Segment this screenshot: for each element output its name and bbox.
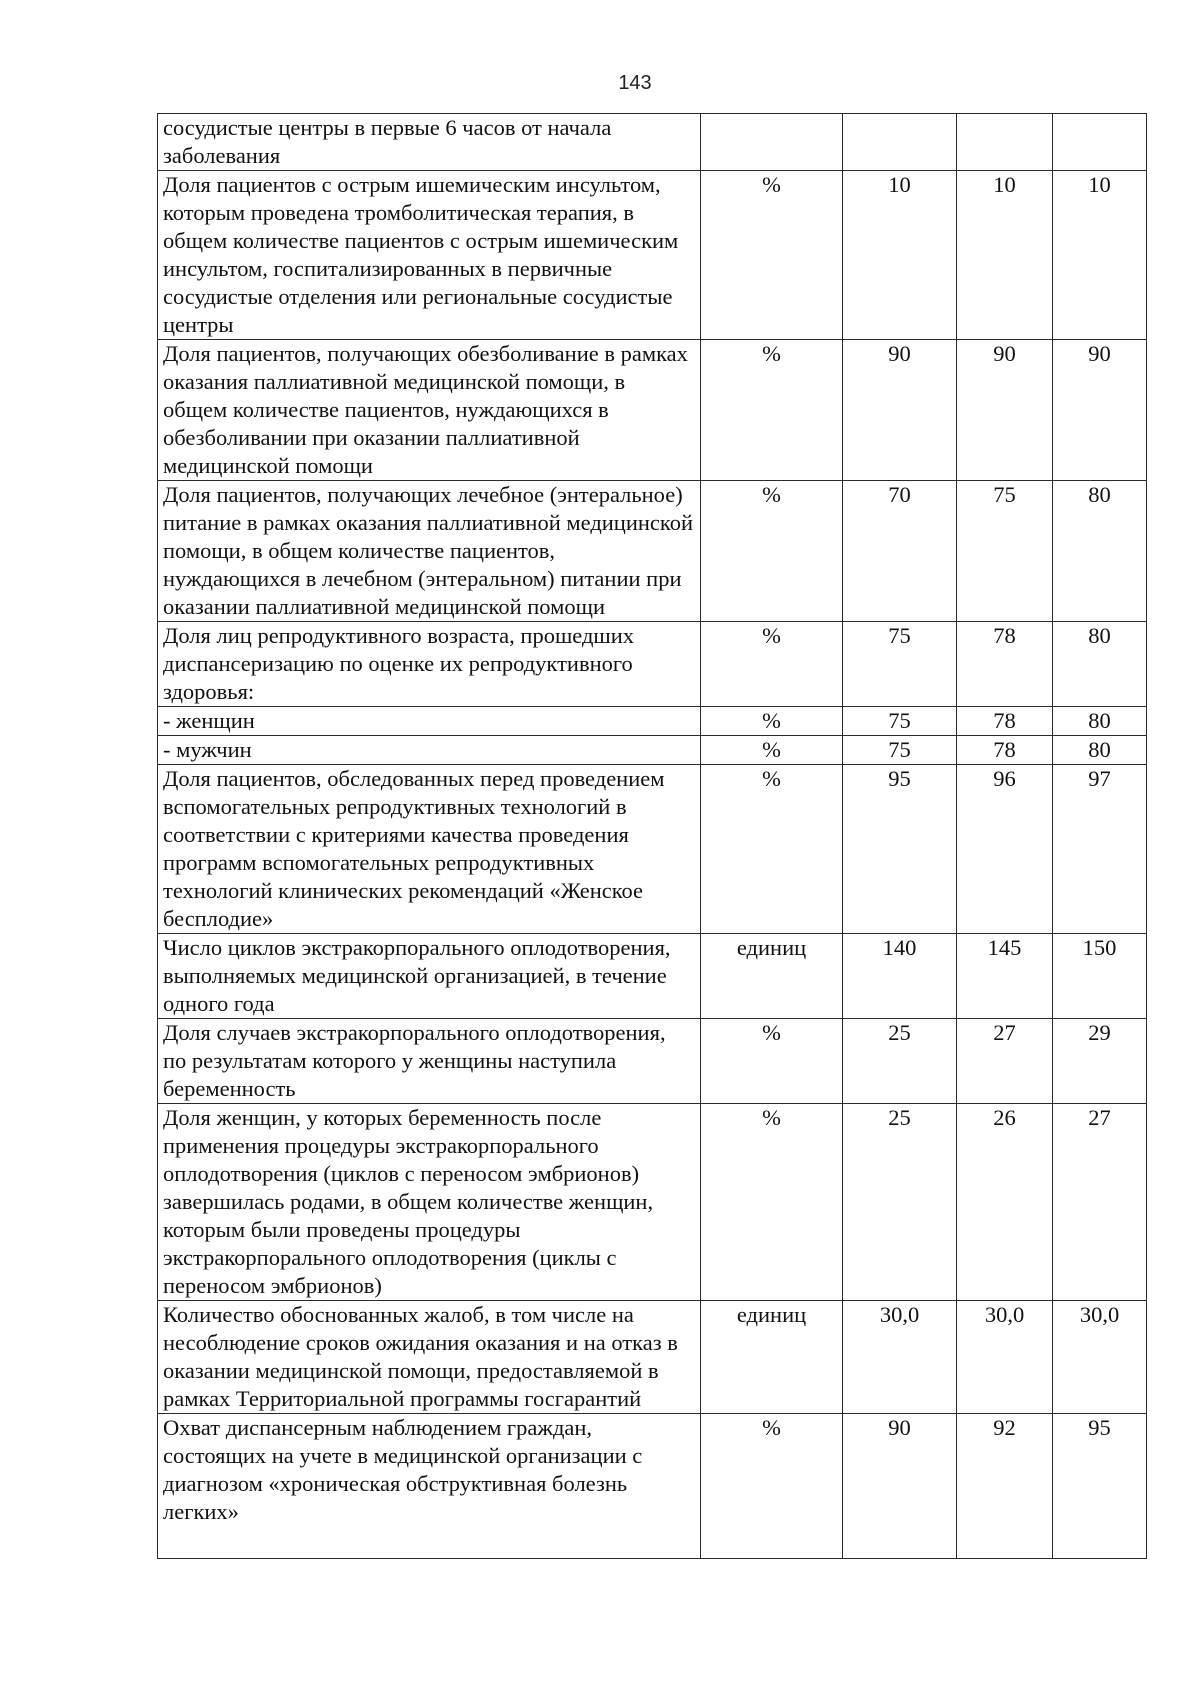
page-number: 143 (618, 72, 652, 94)
unit-cell: % (701, 1414, 843, 1559)
value-year-3-cell: 10 (1053, 171, 1147, 340)
table-row (158, 934, 1147, 1019)
table-row (158, 1104, 1147, 1301)
value-year-1-cell: 95 (843, 765, 957, 934)
indicator-cell: Количество обоснованных жалоб, в том числе на несоблюдение сроков ожидания оказания и на отказ в оказании медицинской помощи, предоставляемой в рамках Территориальной программы госгарантий (158, 1301, 701, 1414)
unit-cell: % (701, 707, 843, 736)
table-row (158, 340, 1147, 481)
indicator-cell: Доля пациентов с острым ишемическим инсультом, которым проведена тромболитическая терапия, в общем количестве пациентов с острым ишемическим инсультом, госпитализированных в первичные сосудистые отделения или региональные сосудистые центры (158, 171, 701, 340)
unit-cell (701, 114, 843, 171)
value-year-2-cell: 27 (957, 1019, 1053, 1104)
unit-cell: % (701, 736, 843, 765)
value-year-1-cell: 75 (843, 622, 957, 707)
table-body (158, 114, 1147, 1559)
value-year-1-cell: 75 (843, 707, 957, 736)
value-year-1-cell: 90 (843, 340, 957, 481)
indicator-cell: Доля пациентов, обследованных перед проведением вспомогательных репродуктивных технологий в соответствии с критериями качества проведения программ вспомогательных репродуктивных технологий клинических рекомендаций «Женское бесплодие» (158, 765, 701, 934)
value-year-1-cell: 30,0 (843, 1301, 957, 1414)
table-row (158, 114, 1147, 171)
value-year-3-cell: 95 (1053, 1414, 1147, 1559)
value-year-3-cell: 29 (1053, 1019, 1147, 1104)
table-row (158, 1414, 1147, 1559)
value-year-3-cell: 80 (1053, 481, 1147, 622)
value-year-3-cell: 30,0 (1053, 1301, 1147, 1414)
indicator-cell: Число циклов экстракорпорального оплодотворения, выполняемых медицинской организацией, в течение одного года (158, 934, 701, 1019)
unit-cell: % (701, 1104, 843, 1301)
value-year-1-cell: 25 (843, 1104, 957, 1301)
indicator-cell: Доля пациентов, получающих лечебное (энтеральное) питание в рамках оказания паллиативной медицинской помощи, в общем количестве пациентов, нуждающихся в лечебном (энтеральном) питании при оказании паллиативной медицинской помощи (158, 481, 701, 622)
unit-cell: % (701, 765, 843, 934)
value-year-3-cell: 97 (1053, 765, 1147, 934)
value-year-3-cell (1053, 114, 1147, 171)
unit-cell: % (701, 340, 843, 481)
value-year-2-cell: 96 (957, 765, 1053, 934)
value-year-1-cell: 70 (843, 481, 957, 622)
unit-cell: % (701, 1019, 843, 1104)
value-year-3-cell: 150 (1053, 934, 1147, 1019)
value-year-2-cell: 90 (957, 340, 1053, 481)
unit-cell: % (701, 481, 843, 622)
table-row (158, 171, 1147, 340)
indicator-cell: - женщин (158, 707, 701, 736)
value-year-2-cell: 145 (957, 934, 1053, 1019)
unit-cell: % (701, 171, 843, 340)
value-year-2-cell: 78 (957, 736, 1053, 765)
indicator-cell: Доля пациентов, получающих обезболивание в рамках оказания паллиативной медицинской помощи, в общем количестве пациентов, нуждающихся в обезболивании при оказании паллиативной медицинской помощи (158, 340, 701, 481)
value-year-2-cell: 10 (957, 171, 1053, 340)
value-year-1-cell: 25 (843, 1019, 957, 1104)
unit-cell: единиц (701, 934, 843, 1019)
indicator-cell: сосудистые центры в первые 6 часов от начала заболевания (158, 114, 701, 171)
table-row (158, 481, 1147, 622)
value-year-2-cell: 26 (957, 1104, 1053, 1301)
value-year-3-cell: 90 (1053, 340, 1147, 481)
value-year-1-cell: 140 (843, 934, 957, 1019)
value-year-2-cell: 92 (957, 1414, 1053, 1559)
table-row (158, 1301, 1147, 1414)
value-year-3-cell: 80 (1053, 736, 1147, 765)
value-year-2-cell: 78 (957, 622, 1053, 707)
value-year-3-cell: 80 (1053, 707, 1147, 736)
indicator-cell: Доля женщин, у которых беременность после применения процедуры экстракорпорального оплодотворения (циклов с переносом эмбрионов) завершилась родами, в общем количестве женщин, которым были проведены процедуры экстракорпорального оплодотворения (циклы с переносом эмбрионов) (158, 1104, 701, 1301)
value-year-1-cell: 90 (843, 1414, 957, 1559)
indicators-table (157, 113, 1147, 1559)
value-year-2-cell (957, 114, 1053, 171)
unit-cell: % (701, 622, 843, 707)
indicator-cell: Охват диспансерным наблюдением граждан, состоящих на учете в медицинской организации с диагнозом «хроническая обструктивная болезнь легких» (158, 1414, 701, 1559)
indicator-cell: Доля лиц репродуктивного возраста, прошедших диспансеризацию по оценке их репродуктивного здоровья: (158, 622, 701, 707)
table-row (158, 765, 1147, 934)
value-year-2-cell: 30,0 (957, 1301, 1053, 1414)
indicator-cell: - мужчин (158, 736, 701, 765)
table-row (158, 1019, 1147, 1104)
value-year-2-cell: 78 (957, 707, 1053, 736)
value-year-1-cell: 75 (843, 736, 957, 765)
table-row (158, 736, 1147, 765)
unit-cell: единиц (701, 1301, 843, 1414)
value-year-3-cell: 80 (1053, 622, 1147, 707)
table-row (158, 622, 1147, 707)
indicator-cell: Доля случаев экстракорпорального оплодотворения, по результатам которого у женщины наступила беременность (158, 1019, 701, 1104)
value-year-3-cell: 27 (1053, 1104, 1147, 1301)
table-row (158, 707, 1147, 736)
value-year-2-cell: 75 (957, 481, 1053, 622)
value-year-1-cell: 10 (843, 171, 957, 340)
value-year-1-cell (843, 114, 957, 171)
